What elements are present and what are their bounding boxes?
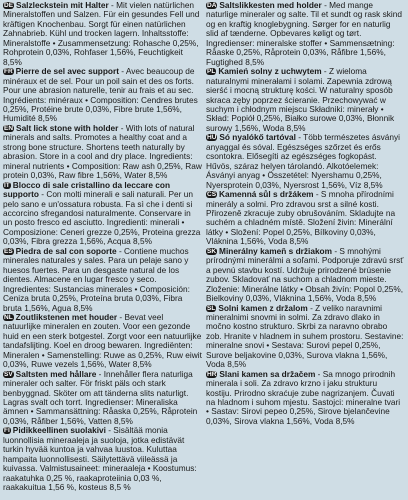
- language-code-badge: HR: [207, 370, 217, 378]
- language-entry-de: [3, 1, 202, 67]
- language-code-badge: SV: [4, 370, 13, 378]
- product-title: Só nyalókő tartóval: [219, 132, 296, 143]
- language-code-badge: CS: [207, 191, 217, 199]
- language-entry-nl: [3, 313, 202, 370]
- language-code-badge: PL: [207, 68, 216, 76]
- product-title: Saltslikkesten med holder: [219, 1, 322, 10]
- language-entry-pl: [206, 67, 404, 133]
- product-title: Salt lick stone with holder: [16, 122, 119, 133]
- product-description: - Contiene muchos minerales naturales y sales. Para un pelaje sano y huesos fuertes. Para un desgaste natural de los dientes. Almacene en lugar fresco y seco. Ingredientes: Sustancias minerales • Composición: Ceniza bruta 0,25%, Proteína bruta 0,03%, Fibra bruta 1,56%, Agua 8,5%: [3, 245, 190, 313]
- product-description: - Avec beaucoup de minéraux et de sel. Pour un poil sain et des os forts. Pour une abrasion naturelle, tenir au frais et au sec. Ingrédients: minéraux • Composition: Cendres brutes 0,25%, Protéine brute 0,03%, Fibre brute 1,56%, Humidité 8,5%: [3, 66, 198, 124]
- language-entry-es: [3, 247, 202, 313]
- language-code-badge: FR: [4, 68, 13, 76]
- product-title: Pierre de sel avec support: [15, 66, 119, 77]
- product-title: Piedra de sal con soporte: [15, 245, 117, 256]
- product-title: Slani kamen sa držačem: [219, 368, 316, 379]
- language-entry-en: [3, 124, 202, 181]
- language-code-badge: SK: [207, 247, 217, 255]
- product-title: Blocco di sale cristallino da leccare con supporto: [3, 179, 171, 200]
- product-description: - Z veliko naravnimi mineralnimi snovmi in solmi. Za zdravo dlako in močno kostno strukturo. Skrbi za naravno obrabo zob. Hranite v hladnem in suhem prostoru. Sestavine: mineralne snovi • Sestava: Surovi pepel 0,25%, Surove beljakovine 0,03%, Surova vlakna 1,56%, Voda 8,5%: [206, 302, 404, 370]
- language-entry-cs: [206, 190, 404, 247]
- language-code-badge: DA: [207, 2, 217, 9]
- product-description: - Mit vielen natürlichen Mineralstoffen und Salzen. Für ein gesundes Fell und kräftigen Knochenbau. Sorgt für einen natürlichen Zahnabrieb. Kühl und trocken lagern. Inhaltsstoffe: Mineralstoffe • Zusammensetzung: Rohasche 0,25%, Rohprotein 0,03%, Rohfaser 1,56%, Feuchtigkeit 8,5%: [3, 1, 200, 67]
- product-description: - Bevat veel natuurlijke mineralen en zouten. Voor een gezonde huid en een sterk botgestel. Zorgt voor een natuurlijke tandafslijting. Koel en droog bewaren. Ingrediënten: Mineralen • Samenstelling: Ruwe as 0,25%, Ruw eiwit 0,03%, Ruwe vezels 1,56%, Water 8,5%: [3, 311, 202, 370]
- product-description: - Sisältää monia luonnollisia mineraaleja ja suoloja, jotka edistävät turkin hyvää kuntoa ja vahvaa luustoa. Kuluttaa hampaita luonnollisesti. Säilytettävä viileässä ja kuivassa. Valmistusaineet: mineraaleja • Koostumus: raakatuhka 0,25 %, raakaproteiinia 0,03 %, raakakuitua 1,56 %, kosteus 8,5 %: [3, 425, 197, 493]
- product-description: - Z wieloma naturalnymi minerałami i solami. Zapewnia zdrową sierść i mocną strukturę kości. W naturalny sposób skraca zęby poprzez ścieranie. Przechowywać w suchym i chłodnym miejscu Składniki: minerały • Skład: Popiół 0,25%, Białko surowe 0,03%, Błonnik surowy 1,56%, Woda 8,5%: [206, 66, 395, 133]
- language-code-badge: SL: [207, 304, 216, 312]
- right-column: [204, 1, 408, 500]
- language-entry-sl: [206, 304, 404, 370]
- product-title: Solni kamen z držalom: [218, 302, 308, 313]
- product-title: Saltsten med hållare: [15, 368, 97, 379]
- left-column: [0, 1, 204, 500]
- language-entry-sk: [206, 247, 404, 304]
- product-description: - S mnohými prírodnými minerálmi a soľami. Podporuje zdravú srsť a pevnú stavbu kostí. Udržuje prirodzené brúsenie zubov. Skladovať na suchom a chladnom mieste. Zloženie: Minerálne látky • Obsah živín: Popol 0,25%, Bielkoviny 0,03%, Vláknina 1,56%, Voda 8,5%: [206, 245, 404, 304]
- product-title: Kamenná sůl s držákem: [219, 189, 314, 200]
- language-code-badge: IT: [4, 181, 10, 189]
- product-title: Kamień solny z uchwytem: [218, 66, 322, 77]
- language-code-badge: NL: [4, 313, 13, 321]
- product-description: - Több természetes ásványi anyaggal és sóval. Egészséges szőrzet és erős csontokra. Elősegíti az egészséges fogkopást. Hűvös, száraz helyen tárolandó. Alkotóelemek: Ásványi anyag • Összetétel: Nyershamu 0,25%, Nyersprotein 0,03%, Nyersrost 1,56%, Víz 8,5%: [206, 132, 401, 190]
- language-entry-hr: [206, 370, 404, 427]
- language-code-badge: ES: [4, 247, 13, 255]
- product-description: - Innehåller flera naturliga mineraler och salter. För friskt päls och stark benbyggnad. Sköter om att tänderna slits naturligt. Lagras svalt och torrt. Ingredienser: Mineraliska ämnen • Sammansättning: Råaska 0,25%, Råprotein 0,03%, Råfiber 1,56%, Vatten 8,5%: [3, 368, 198, 426]
- product-description: - With lots of natural minerals and salts. Promotes a healthy coat and a strong bone structure. Shortens teeth naturally by abrasion. Store in a cool and dry place. Ingredients: mineral nutrients • Composition: Raw ash 0,25%, Raw protein 0,03%, Raw fibre 1,56%, Water 8,5%: [3, 122, 202, 181]
- language-code-badge: EN: [4, 124, 14, 132]
- language-entry-it: [3, 181, 202, 247]
- language-entry-fi: [3, 426, 202, 492]
- language-entry-hu: [206, 133, 404, 190]
- product-description: - S mnoha přírodními minerály a solmi. Pro zdravou srst a silné kosti. Přirozeně zkracuje zuby obrušováním. Skladujte na suchém a chladném místě. Složení živin: Minerální látky • Složení: Popel 0,25%, Bílkoviny 0,03%, Vláknina 1,56%, Voda 8,5%: [206, 189, 396, 247]
- product-title: Salzleckstein mit Halter: [16, 1, 109, 10]
- product-description: - Sa mnogo prirodnih minerala i soli. Za zdravo krzno i jaku strukturu kostiju. Prirodno skraćuje zube nagrizanjem. Čuvati na hladnom i suhom mjestu. Sastojci: mineralne tvari • Sastav: Sirovi pepeo 0,25%, Sirove bjelančevine 0,03%, Sirova vlakna 1,56%, Voda 8,5%: [206, 368, 401, 426]
- product-description: - Med mange naturlige mineraler og salte. Til et sundt og rask skind og en kraftig knoglebygning. Sørger for en naturlig slid af tænderne. Opbevares køligt og tørt. Ingredienser: mineralske stoffer • Sammensætning: Råaske 0,25%, Råprotein 0,03%, Råfibre 1,56%, Fugtighed 8,5%: [206, 1, 402, 67]
- language-entry-sv: [3, 370, 202, 427]
- language-code-badge: DE: [4, 2, 14, 9]
- language-code-badge: HU: [207, 134, 217, 142]
- language-entry-fr: [3, 67, 202, 124]
- product-title: Zoutlikstenen met houder: [15, 311, 118, 322]
- product-description: - Con molti minerali e sali naturali. Per un pelo sano e un'ossatura robusta. Fa sì che i denti si accorcino sfregandosi naturalmente. Conservare in un posto fresco ed asciutto. Ingredienti: minerali • Composizione: Ceneri grezze 0,25%, Proteina grezza 0,03%, Fibra grezza 1,56%, Acqua 8,5%: [3, 189, 201, 247]
- language-code-badge: FI: [4, 427, 10, 435]
- product-title: Pidikkeellinen suolakivi: [12, 425, 106, 436]
- product-title: Minerálny kameň s držiakom: [219, 245, 333, 256]
- language-entry-da: [206, 1, 404, 67]
- leaflet-columns: [0, 1, 408, 500]
